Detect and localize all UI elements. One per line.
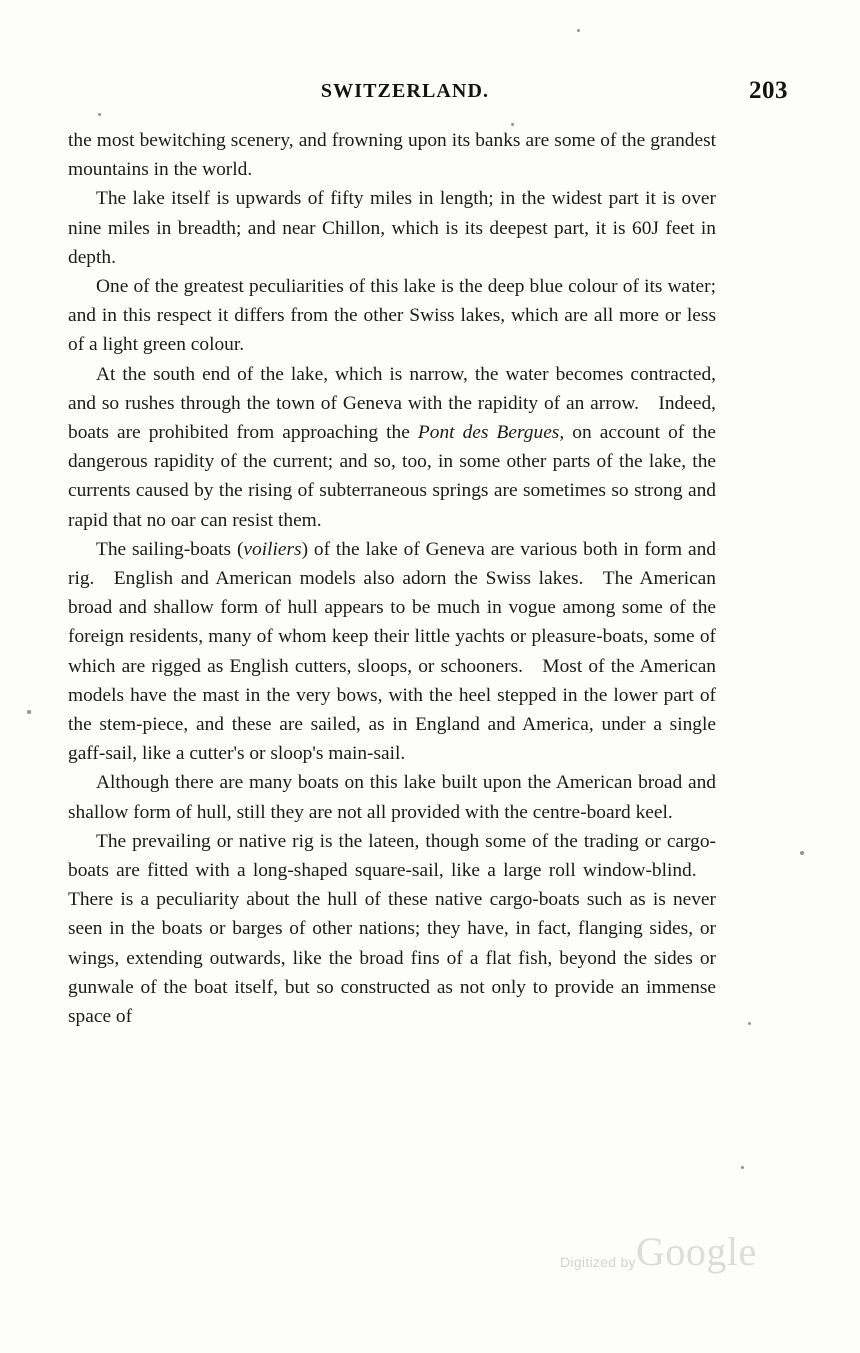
body-text-column: [68, 126, 716, 1031]
paragraph-continued: the most bewitching scenery, and frowning upon its banks are some of the grandest mountains in the world.: [68, 130, 716, 181]
running-head: [68, 77, 788, 108]
paragraph-centre-board: Although there are many boats on this lake built upon the American broad and shallow form of hull, still they are not all provided with the centre-board keel.: [68, 772, 716, 823]
digitized-by-google-watermark: [560, 1228, 820, 1288]
speck-right-margin-mid: [748, 1022, 751, 1025]
speck-top-center: [577, 29, 580, 32]
page-number: 203: [749, 77, 788, 104]
paragraph-sailing-boats-part2: ) of the lake of Geneva are various both in form and rig. English and American models also adorn the Swiss lakes. The American broad and shallow form of hull appears to be much in vogue among some of the foreign residents, many of whom keep their little yachts or pleasure-boats, some of which are rigged as English cutters, sloops, or schooners. Most of the American models have the mast in the very bows, with the heel stepped in the lower part of the stem-piece, and these are sailed, as in England and America, under a single gaff-sail, like a cutter's or sloop's main-sail.: [68, 538, 716, 765]
paragraph-blue-colour: One of the greatest peculiarities of this lake is the deep blue colour of its water; and in this respect it differs from the other Swiss lakes, which are all more or less of a light green colour.: [68, 276, 716, 356]
paragraph-lake-dimensions: The lake itself is upwards of fifty miles in length; in the widest part it is over nine miles in breadth; and near Chillon, which is its deepest part, it is 60J feet in depth.: [68, 188, 716, 268]
paragraph-south-end-part2: on account of the dangerous rapidity of the current; and so, too, in some other parts of the lake, the currents caused by the rising of subterraneous springs are sometimes so strong and rapid that no oar can resist them.: [68, 422, 716, 531]
running-head-title: SWITZERLAND.: [320, 80, 490, 102]
paragraph-lateen-rig: The prevailing or native rig is the lateen, though some of the trading or cargo-boats are fitted with a long-shaped square-sail, like a large roll window-blind. There is a peculiarity about the hull of these native cargo-boats such as is never seen in the boats or barges of other nations; they have, in fact, flanging sides, or wings, extending outwards, like the broad fins of a flat fish, beyond the sides or gunwale of the boat itself, but so constructed as not only to provide an immense space of: [68, 830, 716, 1028]
paragraph-south-end-part1: At the south end of the lake, which is narrow, the water becomes contracted, and so rushes through the town of Geneva with the rapidity of an arrow. Indeed, boats are prohibited from approaching the: [68, 363, 716, 444]
paragraph-sailing-boats: [68, 535, 716, 769]
speck-above-body-center: [511, 123, 514, 126]
speck-right-margin-upper: [800, 851, 804, 855]
speck-left-margin-upper: [98, 113, 101, 116]
paragraph-sailing-boats-part1: The sailing-boats (: [96, 538, 244, 560]
watermark-brand: Google: [636, 1229, 757, 1274]
speck-right-margin-lower: [741, 1166, 744, 1169]
watermark-prefix: Digitized by: [560, 1254, 636, 1270]
paragraph-south-end: [68, 360, 716, 535]
italic-pont-des-bergues: Pont des Bergues,: [417, 422, 565, 444]
italic-voiliers: voiliers: [243, 538, 302, 560]
speck-left-margin-mid: [27, 710, 31, 714]
